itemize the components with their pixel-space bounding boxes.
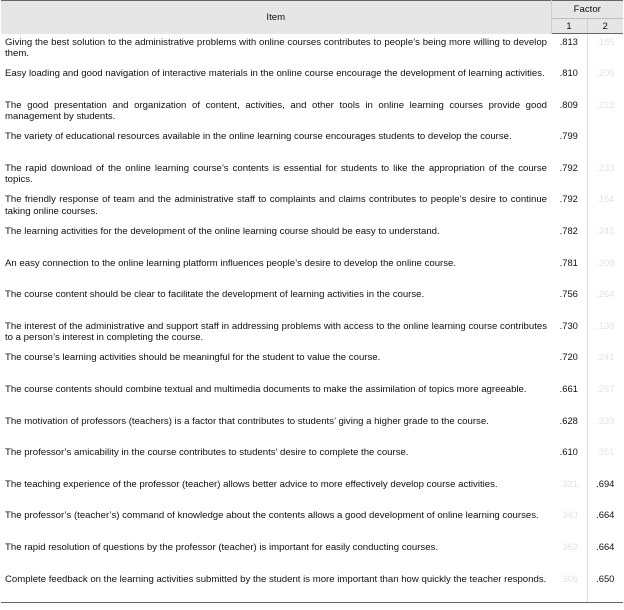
table-row (1, 539, 623, 571)
item-text: The learning activities for the development of the online learning course should be easy to understand. (5, 226, 440, 238)
table-row (1, 476, 623, 508)
factor-2-header: 2 (587, 19, 623, 34)
factor-1-loading: .781 (551, 255, 587, 287)
factor-2-loading: .213 (596, 98, 615, 110)
factor-loading-table-container (1, 0, 623, 603)
factor-1-loading: .756 (551, 286, 587, 318)
factor-column-header: Factor (551, 1, 623, 19)
table-row (1, 160, 623, 192)
factor-1-loading: .810 (551, 65, 587, 97)
table-row (1, 286, 623, 318)
item-text: Easy loading and good navigation of interactive materials in the online course encourage the development of learning activities. (5, 68, 545, 80)
factor-1-loading: .730 (551, 318, 587, 350)
item-text: The rapid download of the online learning course’s contents is essential for students to like the appropriation of the course topics. (5, 162, 547, 186)
item-text: The course content should be clear to facilitate the development of learning activities in the course. (5, 289, 425, 301)
factor-1-loading: .799 (551, 128, 587, 160)
factor-2-loading: .264 (596, 288, 615, 300)
item-text: The motivation of professors (teachers) is a factor that contributes to students’ giving a higher grade to the course. (5, 415, 489, 427)
factor-2-loading: .233 (596, 161, 615, 173)
factor-2-loading: .664 (596, 541, 615, 552)
item-text: The professor’s amicability in the course contributes to students’ desire to complete the course. (5, 447, 409, 459)
item-text: The teaching experience of the professor (teacher) allows better advice to more effectively develop course activities. (5, 478, 498, 490)
item-text: The good presentation and organization of content, activities, and other tools in online learning courses provide good management by students. (5, 99, 547, 123)
factor-2-loading: .241 (596, 225, 615, 237)
table-row (1, 318, 623, 350)
factor-2-loading: .164 (596, 193, 615, 205)
factor-2-loading: .267 (596, 383, 615, 395)
table-row (1, 413, 623, 445)
table-row (1, 128, 623, 160)
item-text: Complete feedback on the learning activities submitted by the student is more important than how quickly the teacher responds. (1, 571, 551, 603)
item-text: The professor’s (teacher’s) command of knowledge about the contents allows a good development of online learning courses. (5, 510, 539, 522)
factor-2-loading: .694 (596, 477, 615, 489)
table-row (1, 223, 623, 255)
factor-1-loading: .352 (551, 539, 587, 571)
table-row (1, 507, 623, 539)
table-row (1, 34, 623, 66)
item-column-header: Item (1, 1, 551, 34)
factor-2-loading: .351 (596, 446, 615, 458)
factor-1-loading: .610 (551, 444, 587, 476)
factor-2-loading: .650 (587, 571, 623, 603)
item-text: The variety of educational resources available in the online learning course encourages students to develop the course. (5, 131, 512, 143)
factor-1-loading: .782 (551, 223, 587, 255)
factor-1-header: 1 (551, 19, 587, 34)
item-text: The friendly response of team and the administrative staff to complaints and claims contributes to people’s desire to continue taking online courses. (5, 194, 547, 217)
factor-1-loading: .792 (551, 191, 587, 223)
table-row (1, 571, 623, 603)
factor-1-loading: .792 (551, 160, 587, 192)
item-text: The rapid resolution of questions by the professor (teacher) is important for easily conducting courses. (5, 542, 439, 553)
factor-1-loading: .343 (551, 507, 587, 539)
factor-2-loading: .241 (596, 351, 615, 363)
table-row (1, 191, 623, 223)
factor-1-loading: .321 (551, 476, 587, 508)
factor-1-loading: .661 (551, 381, 587, 413)
item-text: The interest of the administrative and support staff in addressing problems with access to the online learning course contributes to a person’s interest in completing the course. (5, 320, 547, 344)
table-header (1, 1, 623, 34)
factor-1-loading: .720 (551, 349, 587, 381)
factor-1-loading: .306 (551, 571, 587, 603)
item-text: The course contents should combine textual and multimedia documents to make the assimilation of topics more agreeable. (5, 384, 527, 396)
factor-2-loading: .339 (596, 414, 615, 426)
factor-1-loading: .813 (551, 34, 587, 66)
factor-1-loading: .809 (551, 97, 587, 129)
table-row (1, 97, 623, 129)
table-row (1, 444, 623, 476)
item-text: The course’s learning activities should be meaningful for the student to value the course. (5, 352, 381, 364)
table-row (1, 349, 623, 381)
table-body (1, 34, 623, 603)
factor-2-loading: .206 (596, 67, 615, 79)
factor-1-loading: .628 (551, 413, 587, 445)
factor-2-loading: .664 (596, 509, 615, 521)
factor-2-loading (587, 128, 623, 160)
table-row (1, 381, 623, 413)
table-row (1, 255, 623, 287)
table-row (1, 65, 623, 97)
item-text: An easy connection to the online learning platform influences people’s desire to develop the online course. (5, 257, 457, 269)
factor-2-loading: .138 (596, 319, 615, 331)
factor-2-loading: .185 (596, 36, 615, 47)
item-text: Giving the best solution to the administrative problems with online courses contributes to people’s being more willing to develop them. (5, 36, 547, 59)
factor-loading-table (1, 0, 623, 603)
factor-2-loading: .208 (596, 256, 615, 268)
